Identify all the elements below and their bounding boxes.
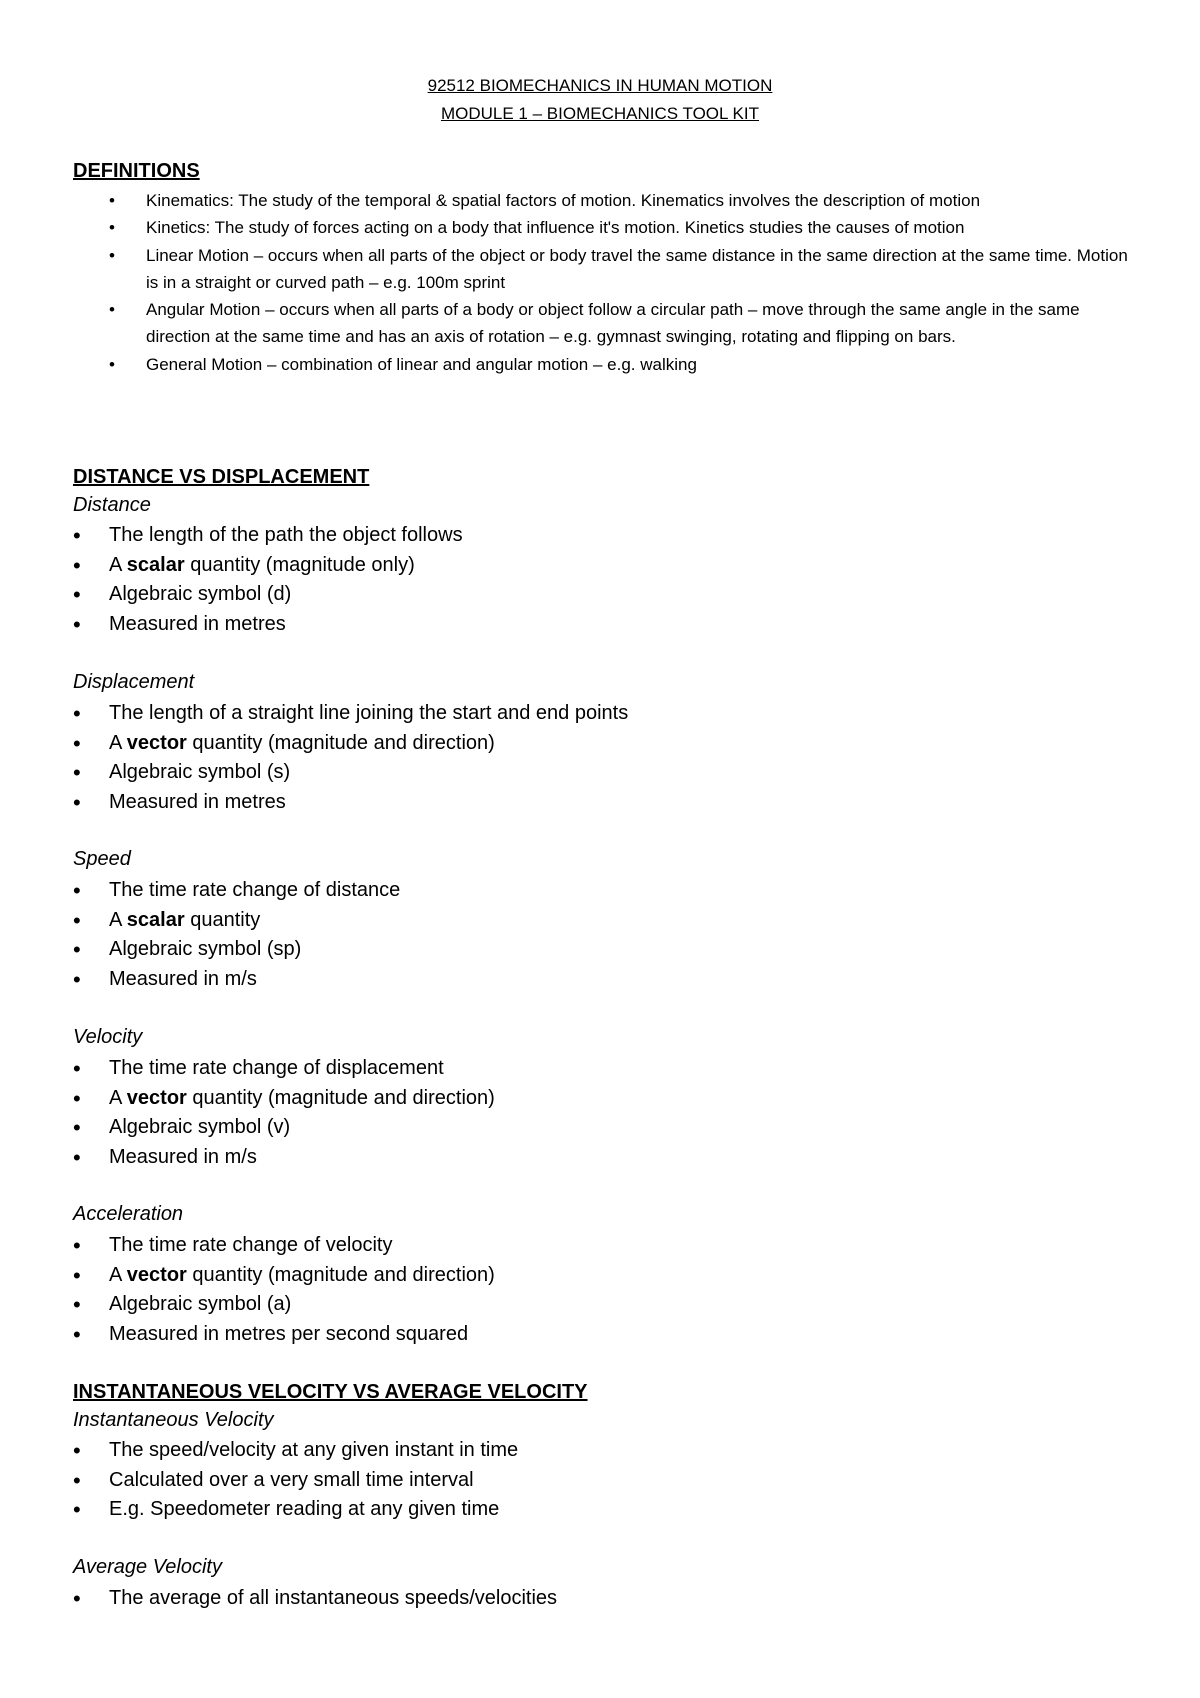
list-item: • Measured in metres <box>73 610 463 640</box>
definitions-heading: DEFINITIONS <box>73 160 200 182</box>
displacement-subheading: Displacement <box>73 671 195 693</box>
text-segment: quantity (magnitude and direction) <box>186 1263 495 1286</box>
text-segment: A <box>109 1263 127 1286</box>
definition-kinematics: • Kinematics: The study of the temporal & spatial factors of motion. Kinematics involves the description of motion <box>73 187 1143 214</box>
emphasis: vector <box>126 1263 187 1286</box>
list-item: • Algebraic symbol (a) <box>73 1290 495 1320</box>
acceleration-subheading: Acceleration <box>73 1203 184 1225</box>
acceleration-list <box>73 1231 495 1349</box>
definition-kinetics: • Kinetics: The study of forces acting on a body that influence it's motion. Kinetics studies the causes of motion <box>73 214 1143 241</box>
course-title: 92512 BIOMECHANICS IN HUMAN MOTION <box>427 76 773 95</box>
text-segment: quantity (magnitude only) <box>184 553 415 576</box>
list-item: • The time rate change of distance <box>73 876 400 906</box>
text-segment: A <box>109 553 127 576</box>
list-item <box>73 551 463 581</box>
emphasis: vector <box>126 731 187 754</box>
velocity-list <box>73 1054 495 1172</box>
list-item: • Algebraic symbol (sp) <box>73 935 400 965</box>
list-item: • E.g. Speedometer reading at any given time <box>73 1495 518 1525</box>
emphasis: scalar <box>126 908 185 931</box>
instantaneous-velocity-list <box>73 1436 518 1525</box>
text-segment: A <box>109 1086 127 1109</box>
list-item <box>73 1084 495 1114</box>
list-item: • Measured in m/s <box>73 1143 495 1173</box>
list-item: • Calculated over a very small time interval <box>73 1466 518 1496</box>
velocity-subheading: Velocity <box>73 1026 143 1048</box>
instantaneous-velocity-subheading: Instantaneous Velocity <box>73 1409 274 1431</box>
emphasis: vector <box>126 1086 187 1109</box>
list-item: • The time rate change of velocity <box>73 1231 495 1261</box>
list-item <box>73 906 400 936</box>
displacement-list <box>73 699 628 817</box>
text-segment: A <box>109 731 127 754</box>
list-item: • The speed/velocity at any given instant in time <box>73 1436 518 1466</box>
speed-subheading: Speed <box>73 848 131 870</box>
distance-subheading: Distance <box>73 494 151 516</box>
average-velocity-list <box>73 1584 557 1614</box>
definition-linear-motion: • Linear Motion – occurs when all parts of the object or body travel the same distance in the same direction at the same time. Motion is in a straight or curved path – e.g. 100m sprint <box>73 242 1143 297</box>
definition-general-motion: • General Motion – combination of linear and angular motion – e.g. walking <box>73 351 1143 378</box>
speed-list <box>73 876 400 994</box>
list-item: • Algebraic symbol (d) <box>73 580 463 610</box>
distance-list <box>73 521 463 639</box>
definition-angular-motion: • Angular Motion – occurs when all parts of a body or object follow a circular path – move through the same angle in the same direction at the same time and has an axis of rotation – e.g. gymnast swinging, rotating and flipping on bars. <box>73 296 1143 351</box>
text-segment: quantity (magnitude and direction) <box>186 1086 495 1109</box>
list-item: • Measured in metres per second squared <box>73 1320 495 1350</box>
text-segment: quantity (magnitude and direction) <box>186 731 495 754</box>
list-item: • Algebraic symbol (s) <box>73 758 628 788</box>
velocity-comparison-heading: INSTANTANEOUS VELOCITY VS AVERAGE VELOCITY <box>73 1381 588 1403</box>
average-velocity-subheading: Average Velocity <box>73 1556 222 1578</box>
list-item: • Measured in metres <box>73 788 628 818</box>
list-item: • Measured in m/s <box>73 965 400 995</box>
list-item: • The time rate change of displacement <box>73 1054 495 1084</box>
module-title: MODULE 1 – BIOMECHANICS TOOL KIT <box>440 104 760 123</box>
text-segment: quantity <box>184 908 261 931</box>
list-item <box>73 729 628 759</box>
list-item: • Algebraic symbol (v) <box>73 1113 495 1143</box>
list-item <box>73 1261 495 1291</box>
list-item: • The length of the path the object follows <box>73 521 463 551</box>
list-item: • The length of a straight line joining the start and end points <box>73 699 628 729</box>
text-segment: A <box>109 908 127 931</box>
emphasis: scalar <box>126 553 185 576</box>
list-item: • The average of all instantaneous speeds/velocities <box>73 1584 557 1614</box>
distance-displacement-heading: DISTANCE VS DISPLACEMENT <box>73 466 370 488</box>
definitions-list <box>73 187 1143 378</box>
